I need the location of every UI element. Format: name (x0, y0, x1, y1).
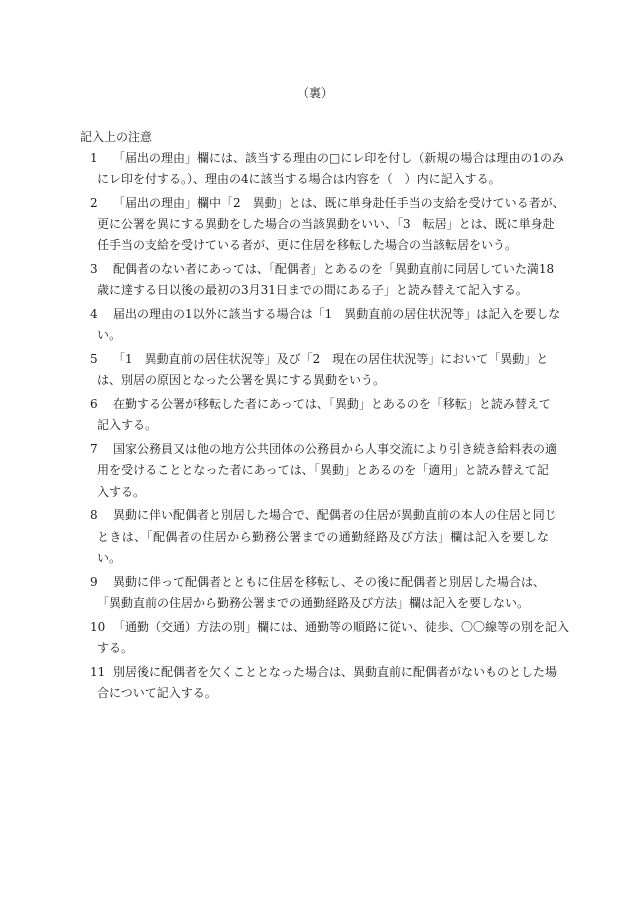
note-line: にレ印を付する。）、理由の4に該当する場合は内容を（ ）内に記入する。 (97, 172, 501, 187)
note-number: 7 (90, 442, 98, 457)
note-line: 異動に伴って配偶者とともに住居を移転し、その後に配偶者と別居した場合は、 (113, 574, 546, 589)
note-line: 歳に達する日以後の最初の3月31日までの間にある子」と読み替えて記入する。 (97, 283, 528, 298)
note-line: 入する。 (97, 484, 146, 499)
note-line: 別居後に配偶者を欠くこととなった場合は、異動直前に配偶者がないものとした場 (113, 664, 558, 679)
note-line: 在勤する公署が移転した者にあっては、「異動」とあるのを「移転」と読み替えて (113, 397, 551, 412)
note-line: は、別居の原因となった公署を異にする異動をいう。 (97, 373, 386, 388)
section-heading: 記入上の注意 (80, 130, 153, 144)
note-number: 10 (90, 619, 106, 634)
note-line: 届出の理由の1以外に該当する場合は「1 異動直前の居住状況等」は記入を要しな (113, 307, 561, 322)
note-line: 用を受けることとなった者にあっては、「異動」とあるのを「適用」と読み替えて記 (97, 463, 549, 478)
note-number: 11 (90, 664, 106, 679)
note-line: する。 (97, 640, 134, 655)
note-number: 2 (90, 196, 98, 210)
note-number: 1 (90, 151, 98, 165)
note-line: 「届出の理由」欄中「2 異動」とは、既に単身赴任手当の支給を受けている者が、 (113, 196, 565, 210)
note-number: 8 (90, 508, 98, 523)
note-number: 6 (90, 397, 98, 412)
note-number: 4 (90, 307, 98, 322)
note-line: 更に公署を異にする異動をした場合の当該異動をいい、「3 転居」とは、既に単身赴 (97, 217, 555, 232)
note-line: 「届出の理由」欄には、該当する理由の□にレ印を付し（新規の場合は理由の1のみ (113, 151, 564, 165)
note-line: 配偶者のない者にあっては、「配偶者」とあるのを「異動直前に同居していた満18 (113, 262, 555, 277)
note-number: 9 (90, 574, 98, 589)
note-line: 「通勤（交通）方法の別」欄には、通勤等の順路に従い、徒歩、〇〇線等の別を記入 (113, 619, 570, 634)
note-line: 合について記入する。 (97, 685, 217, 700)
note-line: ときは、「配偶者の住居から勤務公署までの通勤経路及び方法」欄は記入を要しな (97, 529, 550, 544)
note-line: 国家公務員又は他の地方公共団体の公務員から人事交流により引き続き給料表の適 (113, 442, 558, 457)
note-line: 異動に伴い配偶者と別居した場合で、配偶者の住居が異動直前の本人の住居と同じ (113, 508, 557, 523)
note-line: い。 (97, 550, 122, 565)
note-line: 任手当の支給を受けている者が、更に住居を移転した場合の当該転居をいう。 (97, 238, 518, 253)
note-number: 3 (90, 262, 98, 277)
note-line: 「1 異動直前の居住状況等」及び「2 現在の居住状況等」において「異動」と (113, 352, 549, 367)
page-label: （裏） (296, 86, 333, 100)
note-line: 「異動直前の住居から勤務公署までの通勤経路及び方法」欄は記入を要しない。 (97, 595, 530, 610)
note-line: い。 (97, 328, 122, 343)
note-number: 5 (90, 352, 98, 367)
note-line: 記入する。 (97, 418, 158, 433)
